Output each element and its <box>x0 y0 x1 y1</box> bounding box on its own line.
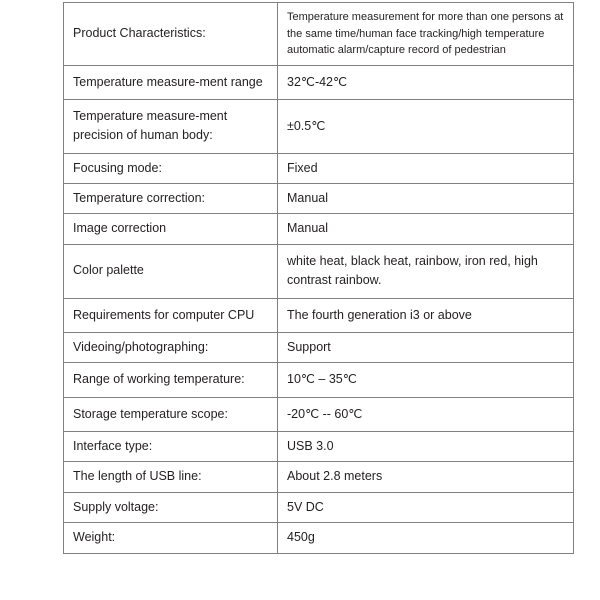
table-row <box>64 397 574 431</box>
table-body <box>64 3 574 554</box>
row-label: Product Characteristics: <box>64 3 278 66</box>
row-value: Manual <box>278 214 574 244</box>
table-row <box>64 523 574 553</box>
row-label: Temperature measure-ment precision of human body: <box>64 99 278 153</box>
row-label: Color palette <box>64 244 278 298</box>
row-value: Manual <box>278 184 574 214</box>
row-value: white heat, black heat, rainbow, iron red, high contrast rainbow. <box>278 244 574 298</box>
row-value: USB 3.0 <box>278 432 574 462</box>
row-label: Requirements for computer CPU <box>64 298 278 332</box>
row-value: ±0.5℃ <box>278 99 574 153</box>
row-label: Temperature correction: <box>64 184 278 214</box>
row-label: Weight: <box>64 523 278 553</box>
row-label: Storage temperature scope: <box>64 397 278 431</box>
table-row <box>64 462 574 492</box>
table-row <box>64 432 574 462</box>
table-row <box>64 332 574 362</box>
table-row <box>64 363 574 397</box>
row-label: Supply voltage: <box>64 492 278 522</box>
table-row <box>64 99 574 153</box>
row-value: -20℃ -- 60℃ <box>278 397 574 431</box>
row-value: The fourth generation i3 or above <box>278 298 574 332</box>
row-value: About 2.8 meters <box>278 462 574 492</box>
row-value: 450g <box>278 523 574 553</box>
table-row <box>64 3 574 66</box>
table-row <box>64 298 574 332</box>
table-row <box>64 214 574 244</box>
row-value: Fixed <box>278 153 574 183</box>
row-value: 32℃-42℃ <box>278 65 574 99</box>
row-value: Temperature measurement for more than one persons at the same time/human face tracking/high temperature automatic alarm/capture record of pedestrian <box>278 3 574 66</box>
row-label: Videoing/photographing: <box>64 332 278 362</box>
row-label: Focusing mode: <box>64 153 278 183</box>
specification-table <box>63 2 574 554</box>
row-label: Range of working temperature: <box>64 363 278 397</box>
table-row <box>64 153 574 183</box>
row-label: Image correction <box>64 214 278 244</box>
table-row <box>64 184 574 214</box>
table-row <box>64 244 574 298</box>
row-value: 5V DC <box>278 492 574 522</box>
table-row <box>64 65 574 99</box>
table-row <box>64 492 574 522</box>
row-value: 10℃ – 35℃ <box>278 363 574 397</box>
row-value: Support <box>278 332 574 362</box>
row-label: The length of USB line: <box>64 462 278 492</box>
row-label: Interface type: <box>64 432 278 462</box>
row-label: Temperature measure-ment range <box>64 65 278 99</box>
